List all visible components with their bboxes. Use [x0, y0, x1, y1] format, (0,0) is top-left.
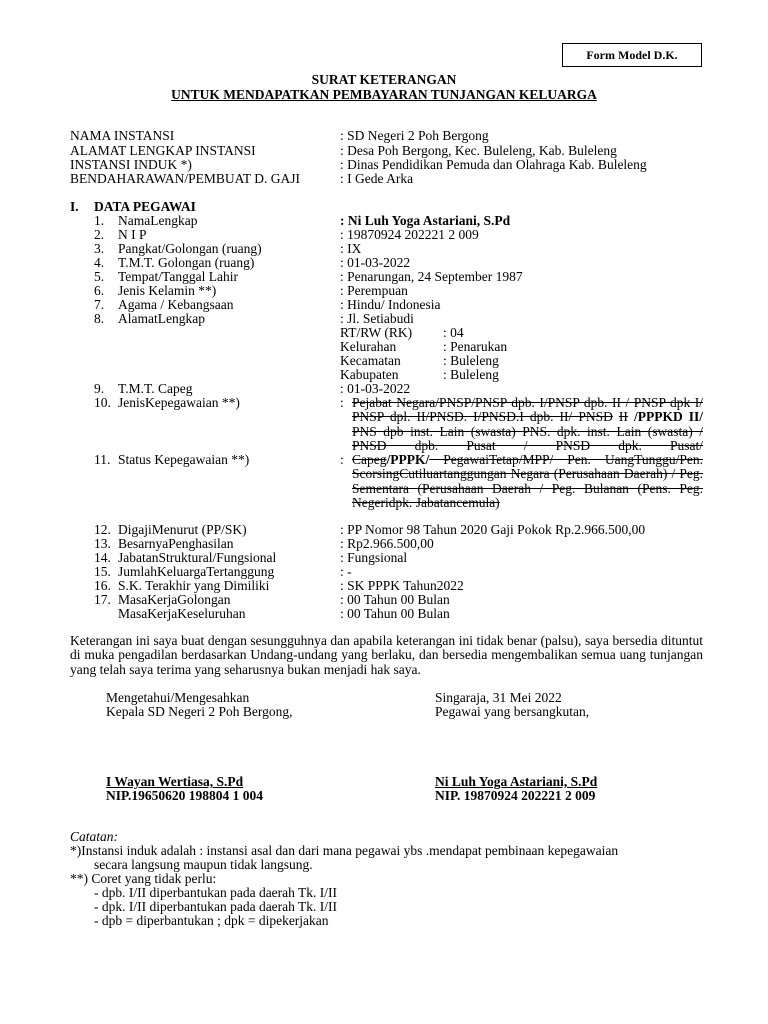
header-label: BENDAHARAWAN/PEMBUAT D. GAJI [70, 171, 301, 186]
item-label: Pangkat/Golongan (ruang) [118, 241, 262, 256]
item-label: JumlahKeluargaTertanggung [118, 564, 275, 579]
item-number: 3. [94, 241, 105, 256]
item-number: 11. [94, 452, 111, 467]
item-label: N I P [118, 227, 147, 242]
item-value: : - [340, 564, 352, 579]
selected-option: /PPPKD II/ [627, 409, 704, 425]
item-number: 2. [94, 227, 105, 242]
item-number: 5. [94, 269, 105, 284]
item-label: DigajiMenurut (PP/SK) [118, 522, 247, 537]
item-number: 9. [94, 381, 105, 396]
item-value: : SK PPPK Tahun2022 [340, 578, 464, 593]
item-colon: : [340, 452, 344, 467]
item-label: Status Kepegawaian **) [118, 452, 250, 467]
item-value: : Fungsional [340, 550, 408, 565]
struck-options: PNS dpb inst. Lain (swasta) PNS. dpk. inst. Lain (swasta) / PNSD dpb. Pusat / PNSD dpk. Pusat/ [352, 423, 703, 453]
item-label: BesarnyaPenghasilan [118, 536, 234, 551]
item-number: 16. [94, 578, 111, 593]
item-label: JenisKepegawaian **) [118, 395, 240, 410]
sign-left-line1: Mengetahui/Mengesahkan [106, 690, 250, 705]
note-line: - dpb = diperbantukan ; dpk = dipekerjakan [94, 913, 329, 928]
section-title: DATA PEGAWAI [94, 199, 196, 214]
item-colon: : [340, 395, 344, 410]
note-line: - dpk. I/II diperbantukan pada daerah Tk. I/II [94, 899, 338, 914]
item-label: Agama / Kebangsaan [118, 297, 234, 312]
struck-options: Capeg [352, 452, 387, 467]
header-value: : SD Negeri 2 Poh Bergong [340, 128, 489, 143]
struck-options: II [618, 409, 628, 425]
item-value: : Rp2.966.500,00 [340, 536, 434, 551]
sign-right-line1: Singaraja, 31 Mei 2022 [435, 690, 562, 705]
item-value: : IX [340, 241, 362, 256]
note-line: secara langsung maupun tidak langsung. [94, 857, 313, 872]
employment-type-options [352, 396, 703, 453]
address-key: RT/RW (RK) [340, 325, 413, 340]
item-value: : 19870924 202221 2 009 [340, 227, 479, 242]
header-label: INSTANSI INDUK *) [70, 157, 192, 172]
statement-paragraph: Keterangan ini saya buat dengan sesungguhnya dan apabila keterangan ini tidak benar (palsu), saya bersedia dituntut di muka pengadilan berdasarkan Undang-undang yang berlaku, dan bersedia mengembalikan semua uang tunjangan yang telah saya terima yang seharusnya bukan menjadi hak saya. [70, 633, 703, 677]
header-value: : I Gede Arka [340, 171, 414, 186]
item-value: : Jl. Setiabudi [340, 311, 414, 326]
item-label: MasaKerjaGolongan [118, 592, 231, 607]
sign-right-name: Ni Luh Yoga Astariani, S.Pd [435, 774, 598, 789]
notes-title: Catatan: [70, 829, 119, 844]
item-value: : Ni Luh Yoga Astariani, S.Pd [340, 213, 511, 228]
note-line: - dpb. I/II diperbantukan pada daerah Tk. I/II [94, 885, 338, 900]
sign-right-line2: Pegawai yang bersangkutan, [435, 704, 590, 719]
sign-left-nip: NIP.19650620 198804 1 004 [106, 788, 264, 803]
item-value: : 00 Tahun 00 Bulan [340, 592, 450, 607]
item-label: MasaKerjaKeseluruhan [118, 606, 246, 621]
struck-options: Pejabat Negara/PNSP/PNSP dpb. I/PNSP dpb. II / PNSP dpk I/ PNSP dpl. II/PNSD. I/PNSD.I dpb. II/ PNSD [352, 395, 703, 425]
item-label: JabatanStruktural/Fungsional [118, 550, 277, 565]
sign-right-nip: NIP. 19870924 202221 2 009 [435, 788, 596, 803]
address-key: Kabupaten [340, 367, 399, 382]
item-label: Tempat/Tanggal Lahir [118, 269, 238, 284]
item-number: 8. [94, 311, 105, 326]
employment-status-options [352, 453, 703, 510]
item-value: : Perempuan [340, 283, 408, 298]
header-label: NAMA INSTANSI [70, 128, 175, 143]
item-number: 14. [94, 550, 111, 565]
note-line: **) Coret yang tidak perlu: [70, 871, 217, 886]
item-number: 1. [94, 213, 105, 228]
item-value: : 00 Tahun 00 Bulan [340, 606, 450, 621]
header-value: : Desa Poh Bergong, Kec. Buleleng, Kab. Buleleng [340, 143, 617, 158]
address-value: : Buleleng [443, 367, 499, 382]
item-number: 12. [94, 522, 111, 537]
item-label: Jenis Kelamin **) [118, 283, 217, 298]
item-number: 6. [94, 283, 105, 298]
form-model-box: Form Model D.K. [562, 43, 702, 67]
item-value: : 01-03-2022 [340, 255, 411, 270]
sign-left-line2: Kepala SD Negeri 2 Poh Bergong, [106, 704, 293, 719]
note-line: *)Instansi induk adalah : instansi asal dan dari mana pegawai ybs .mendapat pembinaan kepegawaian [70, 843, 619, 858]
item-value: : 01-03-2022 [340, 381, 411, 396]
document-title: SURAT KETERANGAN [311, 72, 457, 87]
item-number: 13. [94, 536, 111, 551]
item-label: T.M.T. Capeg [118, 381, 193, 396]
struck-options: PegawaiTetap/MPP/ Pen. UangTunggu/Pen. ScorsingCutiluartanggungan Negara (Perusahaan Daerah) / Peg. Sementara (Perusahaan Daerah / Peg. Bulanan (Pens. Peg. Negeridpk. Jabatancemula) [352, 452, 703, 510]
header-value: : Dinas Pendidikan Pemuda dan Olahraga Kab. Buleleng [340, 157, 647, 172]
address-value: : 04 [443, 325, 464, 340]
item-number: 15. [94, 564, 111, 579]
address-key: Kecamatan [340, 353, 401, 368]
item-label: T.M.T. Golongan (ruang) [118, 255, 255, 270]
section-number: I. [70, 199, 79, 214]
item-number: 4. [94, 255, 105, 270]
item-label: S.K. Terakhir yang Dimiliki [118, 578, 270, 593]
item-number: 17. [94, 592, 111, 607]
document-subtitle: UNTUK MENDAPATKAN PEMBAYARAN TUNJANGAN KELUARGA [171, 87, 597, 102]
address-key: Kelurahan [340, 339, 397, 354]
item-number: 7. [94, 297, 105, 312]
item-value: : Hindu/ Indonesia [340, 297, 441, 312]
selected-option: /PPPK/ [386, 452, 430, 467]
address-value: : Penarukan [443, 339, 508, 354]
item-value: : Penarungan, 24 September 1987 [340, 269, 523, 284]
address-value: : Buleleng [443, 353, 499, 368]
sign-left-name: I Wayan Wertiasa, S.Pd [106, 774, 244, 789]
item-number: 10. [94, 395, 111, 410]
item-value: : PP Nomor 98 Tahun 2020 Gaji Pokok Rp.2.966.500,00 [340, 522, 646, 537]
item-label: AlamatLengkap [118, 311, 205, 326]
item-label: NamaLengkap [118, 213, 198, 228]
header-label: ALAMAT LENGKAP INSTANSI [70, 143, 256, 158]
